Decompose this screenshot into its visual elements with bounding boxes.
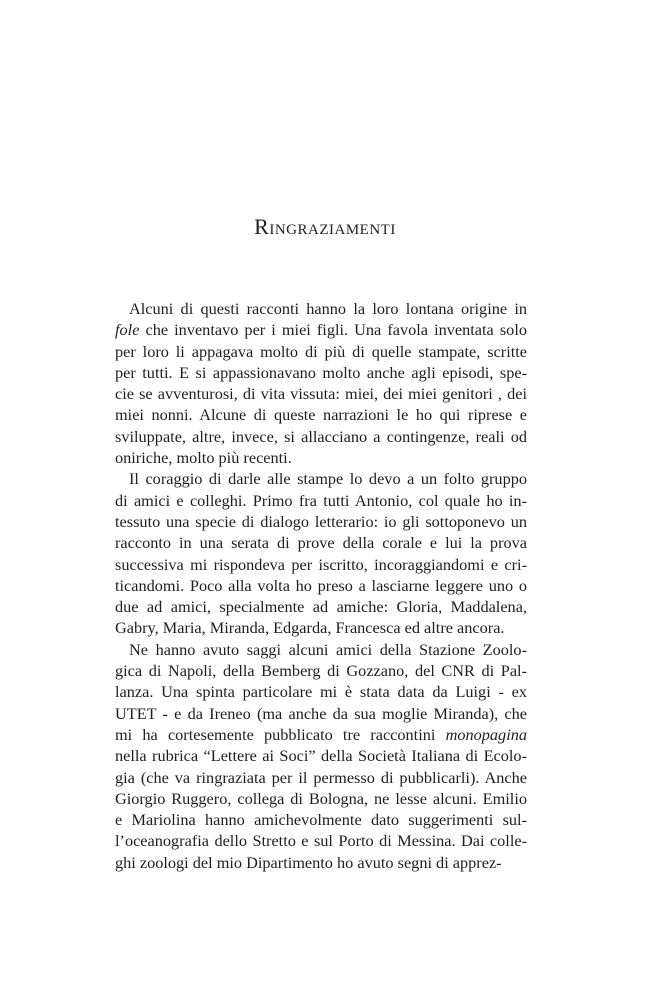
- text-line: [115, 319, 527, 340]
- text-segment: ghi zoologi del mio Dipartimento ho avuto segni di apprez-: [115, 852, 502, 872]
- text-segment: Gabry, Maria, Miranda, Edgarda, Francesca ed altre ancora.: [115, 618, 505, 638]
- text-segment: per tutti. E si appassionavano molto anche agli episodi, spe-: [115, 362, 527, 382]
- text-line: [115, 724, 527, 745]
- page-title: Ringraziamenti: [254, 214, 396, 239]
- paragraph: [115, 298, 527, 468]
- text-segment: tessuto una specie di dialogo letterario: io gli sottoponevo un: [115, 511, 527, 531]
- text-segment: Il coraggio di darle alle stampe lo devo a un folto gruppo: [129, 469, 527, 489]
- text-segment: Ne hanno avuto saggi alcuni amici della Stazione Zoolo-: [129, 639, 527, 659]
- text-line: [115, 426, 527, 447]
- text-line: [115, 639, 527, 660]
- text-line: [115, 703, 527, 724]
- text-segment: UTET - e da Ireneo (ma anche da sua moglie Miranda), che: [115, 703, 527, 723]
- italic-word: fole: [115, 320, 140, 340]
- text-segment: lanza. Una spinta particolare mi è stata data da Luigi - ex: [115, 682, 527, 702]
- text-line: [115, 362, 527, 383]
- text-segment: miei nonni. Alcune di queste narrazioni le ho qui riprese e: [115, 405, 527, 425]
- text-segment: successiva mi rispondeva per iscritto, incoraggiandomi e cri-: [115, 554, 527, 574]
- text-line: [115, 681, 527, 702]
- text-segment: cie se avventurosi, di vita vissuta: miei, dei miei genitori , dei: [115, 384, 527, 404]
- text-line: [115, 511, 527, 532]
- text-segment: che inventavo per i miei figli. Una favola inventata solo: [139, 320, 527, 340]
- text-segment: nella rubrica “Lettere ai Soci” della Società Italiana di Ecolo-: [115, 746, 527, 766]
- text-segment: Alcuni di questi racconti hanno la loro lontana origine in: [129, 299, 527, 318]
- text-segment: di amici e colleghi. Primo fra tutti Antonio, col quale ho in-: [115, 490, 527, 510]
- text-segment: gia (che va ringraziata per il permesso di pubblicarli). Anche: [115, 767, 527, 787]
- text-line: [115, 490, 527, 511]
- text-line: [115, 852, 527, 873]
- text-line: [115, 575, 527, 596]
- text-line: [115, 341, 527, 362]
- body-text: [115, 298, 527, 873]
- text-segment: oniriche, molto più recenti.: [115, 448, 292, 468]
- text-segment: sviluppate, altre, invece, si allacciano a contingenze, reali od: [115, 426, 527, 446]
- text-line: [115, 298, 527, 319]
- text-line: [115, 447, 527, 468]
- text-segment: e Mariolina hanno amichevolmente dato suggerimenti sul-: [115, 810, 527, 830]
- text-line: [115, 532, 527, 553]
- text-segment: ticandomi. Poco alla volta ho preso a lasciarne leggere uno o: [115, 575, 527, 595]
- text-segment: l’oceanografia dello Stretto e sul Porto di Messina. Dai colle-: [115, 831, 527, 851]
- paragraph: [115, 639, 527, 873]
- text-segment: racconto in una serata di prove della corale e lui la prova: [115, 533, 527, 553]
- text-line: [115, 830, 527, 851]
- text-line: [115, 660, 527, 681]
- text-segment: gica di Napoli, della Bemberg di Gozzano, del CNR di Pal-: [115, 661, 527, 681]
- text-line: [115, 617, 527, 638]
- text-line: [115, 383, 527, 404]
- paragraph: [115, 468, 527, 638]
- text-line: [115, 788, 527, 809]
- text-line: [115, 404, 527, 425]
- text-segment: Giorgio Ruggero, collega di Bologna, ne lesse alcuni. Emilio: [115, 788, 527, 808]
- text-line: [115, 745, 527, 766]
- text-segment: due ad amici, specialmente ad amiche: Gloria, Maddalena,: [115, 597, 527, 617]
- italic-word: monopagina: [445, 724, 527, 744]
- text-line: [115, 767, 527, 788]
- text-segment: per loro li appagava molto di più di quelle stampate, scritte: [115, 341, 527, 361]
- text-segment: mi ha cortesemente pubblicato tre raccontini: [115, 724, 446, 744]
- text-line: [115, 596, 527, 617]
- text-line: [115, 809, 527, 830]
- text-line: [115, 554, 527, 575]
- text-line: [115, 468, 527, 489]
